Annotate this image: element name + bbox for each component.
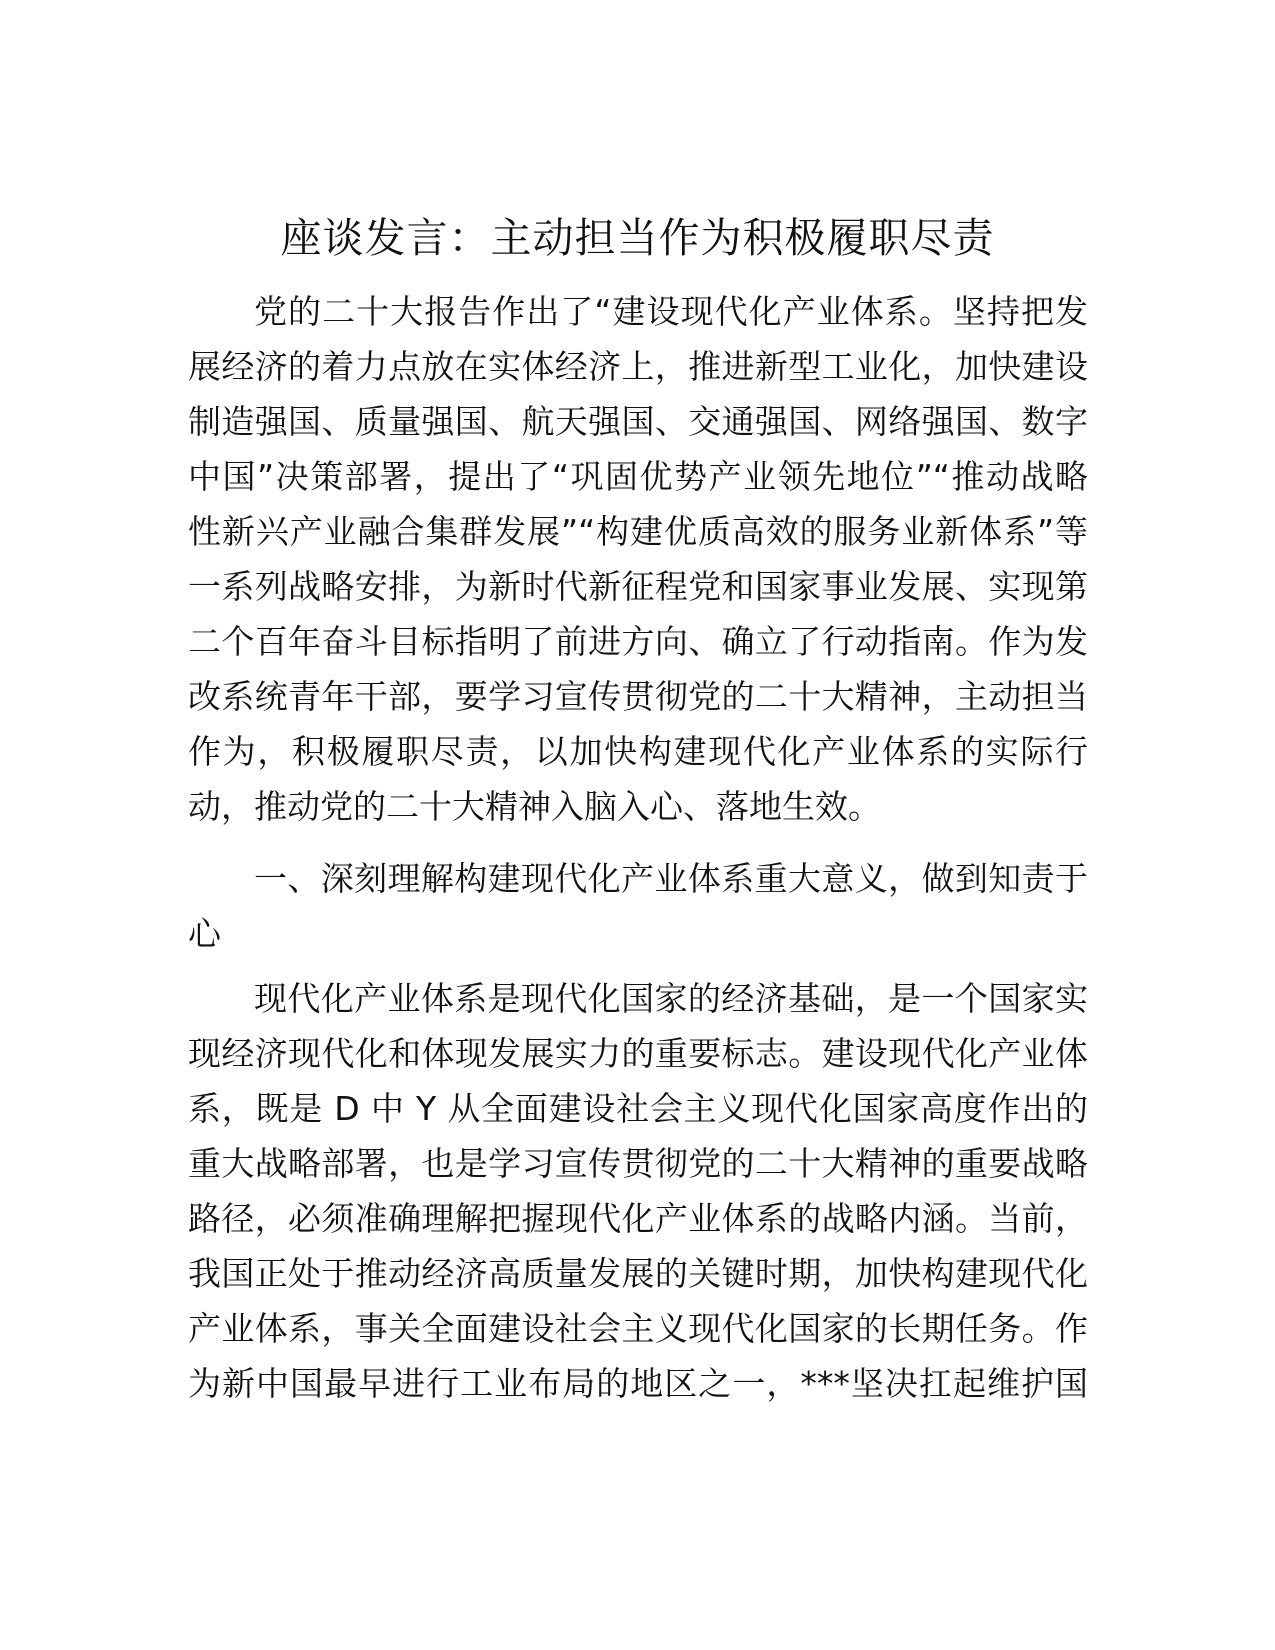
section-1-heading-line-1: 一、深刻理解构建现代化产业体系重大意义，做到知责于: [254, 859, 1088, 898]
intro-line-7: 二个百年奋斗目标指明了前进方向、确立了行动指南。作为发: [188, 622, 1088, 661]
section-1-body-line-5: 路径，必须准确理解把握现代化产业体系的战略内涵。当前，: [188, 1199, 1088, 1238]
section-1-body-line-6: 我国正处于推动经济高质量发展的关键时期，加快构建现代化: [188, 1254, 1088, 1293]
intro-line-4: 中国”决策部署，提出了“巩固优势产业领先地位”“推动战略: [188, 457, 1088, 496]
intro-line-9: 作为，积极履职尽责，以加快构建现代化产业体系的实际行: [188, 732, 1088, 771]
intro-line-3: 制造强国、质量强国、航天强国、交通强国、网络强国、数字: [188, 402, 1088, 441]
intro-line-6: 一系列战略安排，为新时代新征程党和国家事业发展、实现第: [188, 567, 1088, 606]
section-1-body-line-7: 产业体系，事关全面建设社会主义现代化国家的长期任务。作: [188, 1309, 1088, 1348]
section-1-body-line-3: 系，既是 D 中 Y 从全面建设社会主义现代化国家高度作出的: [188, 1089, 1088, 1128]
intro-line-10: 动，推动党的二十大精神入脑入心、落地生效。: [188, 787, 881, 826]
section-1-body-line-8: 为新中国最早进行工业布局的地区之一，***坚决扛起维护国: [188, 1364, 1088, 1403]
intro-line-5: 性新兴产业融合集群发展”“构建优质高效的服务业新体系”等: [188, 512, 1088, 551]
document-title: 座谈发言：主动担当作为积极履职尽责: [280, 214, 995, 262]
section-1-body-line-4: 重大战略部署，也是学习宣传贯彻党的二十大精神的重要战略: [188, 1144, 1088, 1183]
intro-line-8: 改系统青年干部，要学习宣传贯彻党的二十大精神，主动担当: [188, 677, 1088, 716]
intro-line-1: 党的二十大报告作出了“建设现代化产业体系。坚持把发: [254, 292, 1088, 331]
section-1-heading-line-2: 心: [188, 914, 221, 953]
section-1-body-line-2: 现经济现代化和体现发展实力的重要标志。建设现代化产业体: [188, 1034, 1088, 1073]
intro-line-2: 展经济的着力点放在实体经济上，推进新型工业化，加快建设: [188, 347, 1088, 386]
section-1-body-line-1: 现代化产业体系是现代化国家的经济基础，是一个国家实: [254, 979, 1088, 1018]
